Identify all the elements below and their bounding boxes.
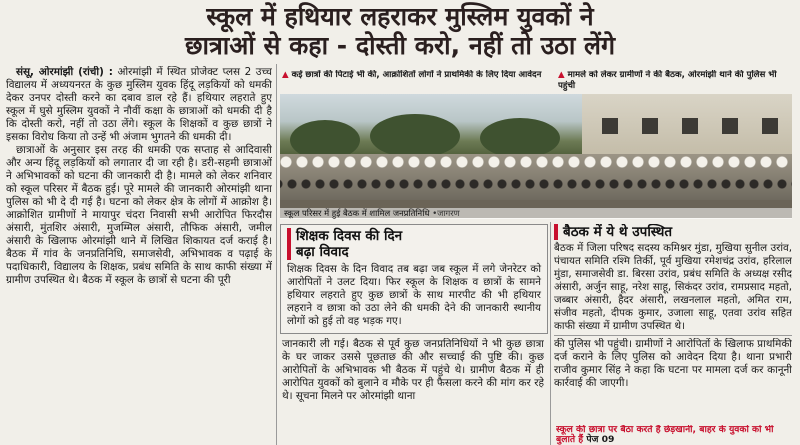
photo-caption-right: ▲ मामले को लेकर ग्रामीणों ने की बैठक, ओरमांझी थाने की पुलिस भी पहुंची — [558, 70, 777, 91]
attendees-title: बैठक में ये थे उपस्थित — [554, 224, 792, 240]
attendees-body: बैठक में जिला परिषद सदस्य कमिश्नर मुंडा, मुखिया सुनील उरांव, पंचायत समिति रश्मि तिर्की, पूर्व मुखिया रमेशचंद्र उरांव, हरिलाल मुंडा, समाजसेवी डा. बिरसा उरांव, प्रबंध समिति के अध्यक्ष रसीद अंसारी, अर्जुन साहू, नरेश साहू, सिकंदर उरांव, रामप्रसाद महतो, जब्बार अंसारी, हैदर अंसारी, लखनलाल महतो, अमित राम, संजीव महतो, दीपक कुमार, उजाला साहू, एतवा उरांव सहित काफी संख्या में ग्रामीण उपस्थित थे। — [554, 242, 792, 332]
main-paragraph-2: छात्राओं के अनुसार इस तरह की धमकी एक सप्ताह से आदिवासी और अन्य हिंदू लड़कियों को लगातार दी जा रही है। डरी-सहमी छात्राओं ने अभिभावकों को घटना की जानकारी दी है। मामले को लेकर शनिवार को स्कूल परिसर में बैठक हुई। पूरे मामले की जानकारी ओरमांझी थाना पुलिस को भी दे दी गई है। घटना को लेकर क्षेत्र के लोगों में आक्रोश है। आक्रोशित ग्रामीणों ने मायापुर चंदरा निवासी सभी आरोपित फिरदौस अंसारी, मुंतशिर अंसारी, मुजम्मिल अंसारी, तौफिक अंसारी, जमील अंसारी के खिलाफ ओरमांझी थाने में लिखित शिकायत दर्ज कराई है। बैठक में गांव के जनप्रतिनिधि, समाजसेवी, अभिभावक व पढ़ाई के पदाधिकारी, विद्यालय के शिक्षक, प्रबंध समिति के साथ काफी संख्या में ग्रामीण उपस्थित थे। बैठक में स्कूल के छात्रों से घटना की पूरी — [6, 144, 272, 286]
continuation-column-2: की पुलिस भी पहुंची। ग्रामीणों ने आरोपितों के खिलाफ प्राथमिकी दर्ज कराने के लिए पुलिस को आवेदन दिया है। थाना प्रभारी राजीव कुमार सिंह ने कहा कि घटना पर मामला दर्ज कर कानूनी कार्रवाई की जाएगी। — [554, 338, 792, 389]
news-photo — [280, 94, 792, 218]
photo-caption-left: ▲ कई छात्रों की पिटाई भी की, आक्रोशितों लोगों ने प्राथमिकी के लिए दिया आवेदन — [282, 70, 542, 80]
page-reference: पेज 09 — [586, 434, 615, 445]
sidebar-box — [280, 224, 548, 334]
page-promo: स्कूल की छात्रा पर बैठा करते हैं छेड़खानी, बाहर के युवकों को भी बुलाते हैं पेज 09 — [556, 425, 774, 445]
section-divider — [554, 335, 792, 336]
column-divider-1 — [276, 64, 277, 445]
box-body: शिक्षक दिवस के दिन विवाद तब बढ़ा जब स्कूल में लगे जेनरेटर को आरोपितों ने उलट दिया। फिर स्कूल के शिक्षक व छात्रों के सामने हथियार लहराते हुए कुछ छात्रों के साथ मारपीट की भी हथियार लहराने व छात्रा को उठा लेने की धमकी देने की जानकारी स्थानीय लोगों को हुई तो वह भड़क गए। — [287, 263, 541, 327]
column-divider-2 — [550, 222, 551, 445]
continuation-column-1: जानकारी ली गई। बैठक से पूर्व कुछ जनप्रतिनिधियों ने भी कुछ छात्रा के घर जाकर उससे पूछताछ की और सच्चाई की पुष्टि की। कुछ आरोपितों के अभिभावक भी बैठक में पहुंचे थे। ग्रामीण बैठक में ही आरोपित युवकों को बुलाने व मौके पर ही फैसला करने की मांग कर रहे थे। सूचना मिलने पर ओरमांझी थाना — [282, 338, 544, 402]
headline — [4, 2, 796, 60]
main-paragraph-1: ओरमांझी में स्थित प्रोजेक्ट प्लस 2 उच्च विद्यालय में अध्ययनरत के कुछ मुस्लिम युवक हिंदू लड़कियों को धमकी देकर उनपर दोस्ती करने का दबाव डाल रहे हैं। हथियार लहराते हुए स्कूल में घुसे मुस्लिम युवकों ने नौवीं कक्षा के छात्राओं को धमकी दी है कि दोस्ती करो, नहीं तो उठा लेंगे। स्कूल के शिक्षकों व कुछ छात्रों ने इसका विरोध किया तो उन्हें भी अंजाम भुगतने की धमकी दी। — [6, 66, 272, 143]
main-article-column — [6, 66, 272, 445]
caption-arrow-icon: ▲ — [282, 70, 289, 80]
headline-line-2: छात्राओं से कहा - दोस्ती करो, नहीं तो उठा लेंगे — [184, 31, 616, 60]
headline-line-1: स्कूल में हथियार लहराकर मुस्लिम युवकों ने — [206, 2, 594, 31]
attendees-section — [554, 224, 792, 334]
dateline: संसू, ओरमांझी (रांची) : — [16, 66, 113, 78]
box-title: शिक्षक दिवस की दिन बढ़ा विवाद — [287, 228, 541, 260]
photo-caption-bottom: स्कूल परिसर में हुई बैठक में शामिल जनप्रतिनिधि •जागरण — [280, 208, 792, 219]
caption-arrow-icon: ▲ — [558, 70, 565, 80]
